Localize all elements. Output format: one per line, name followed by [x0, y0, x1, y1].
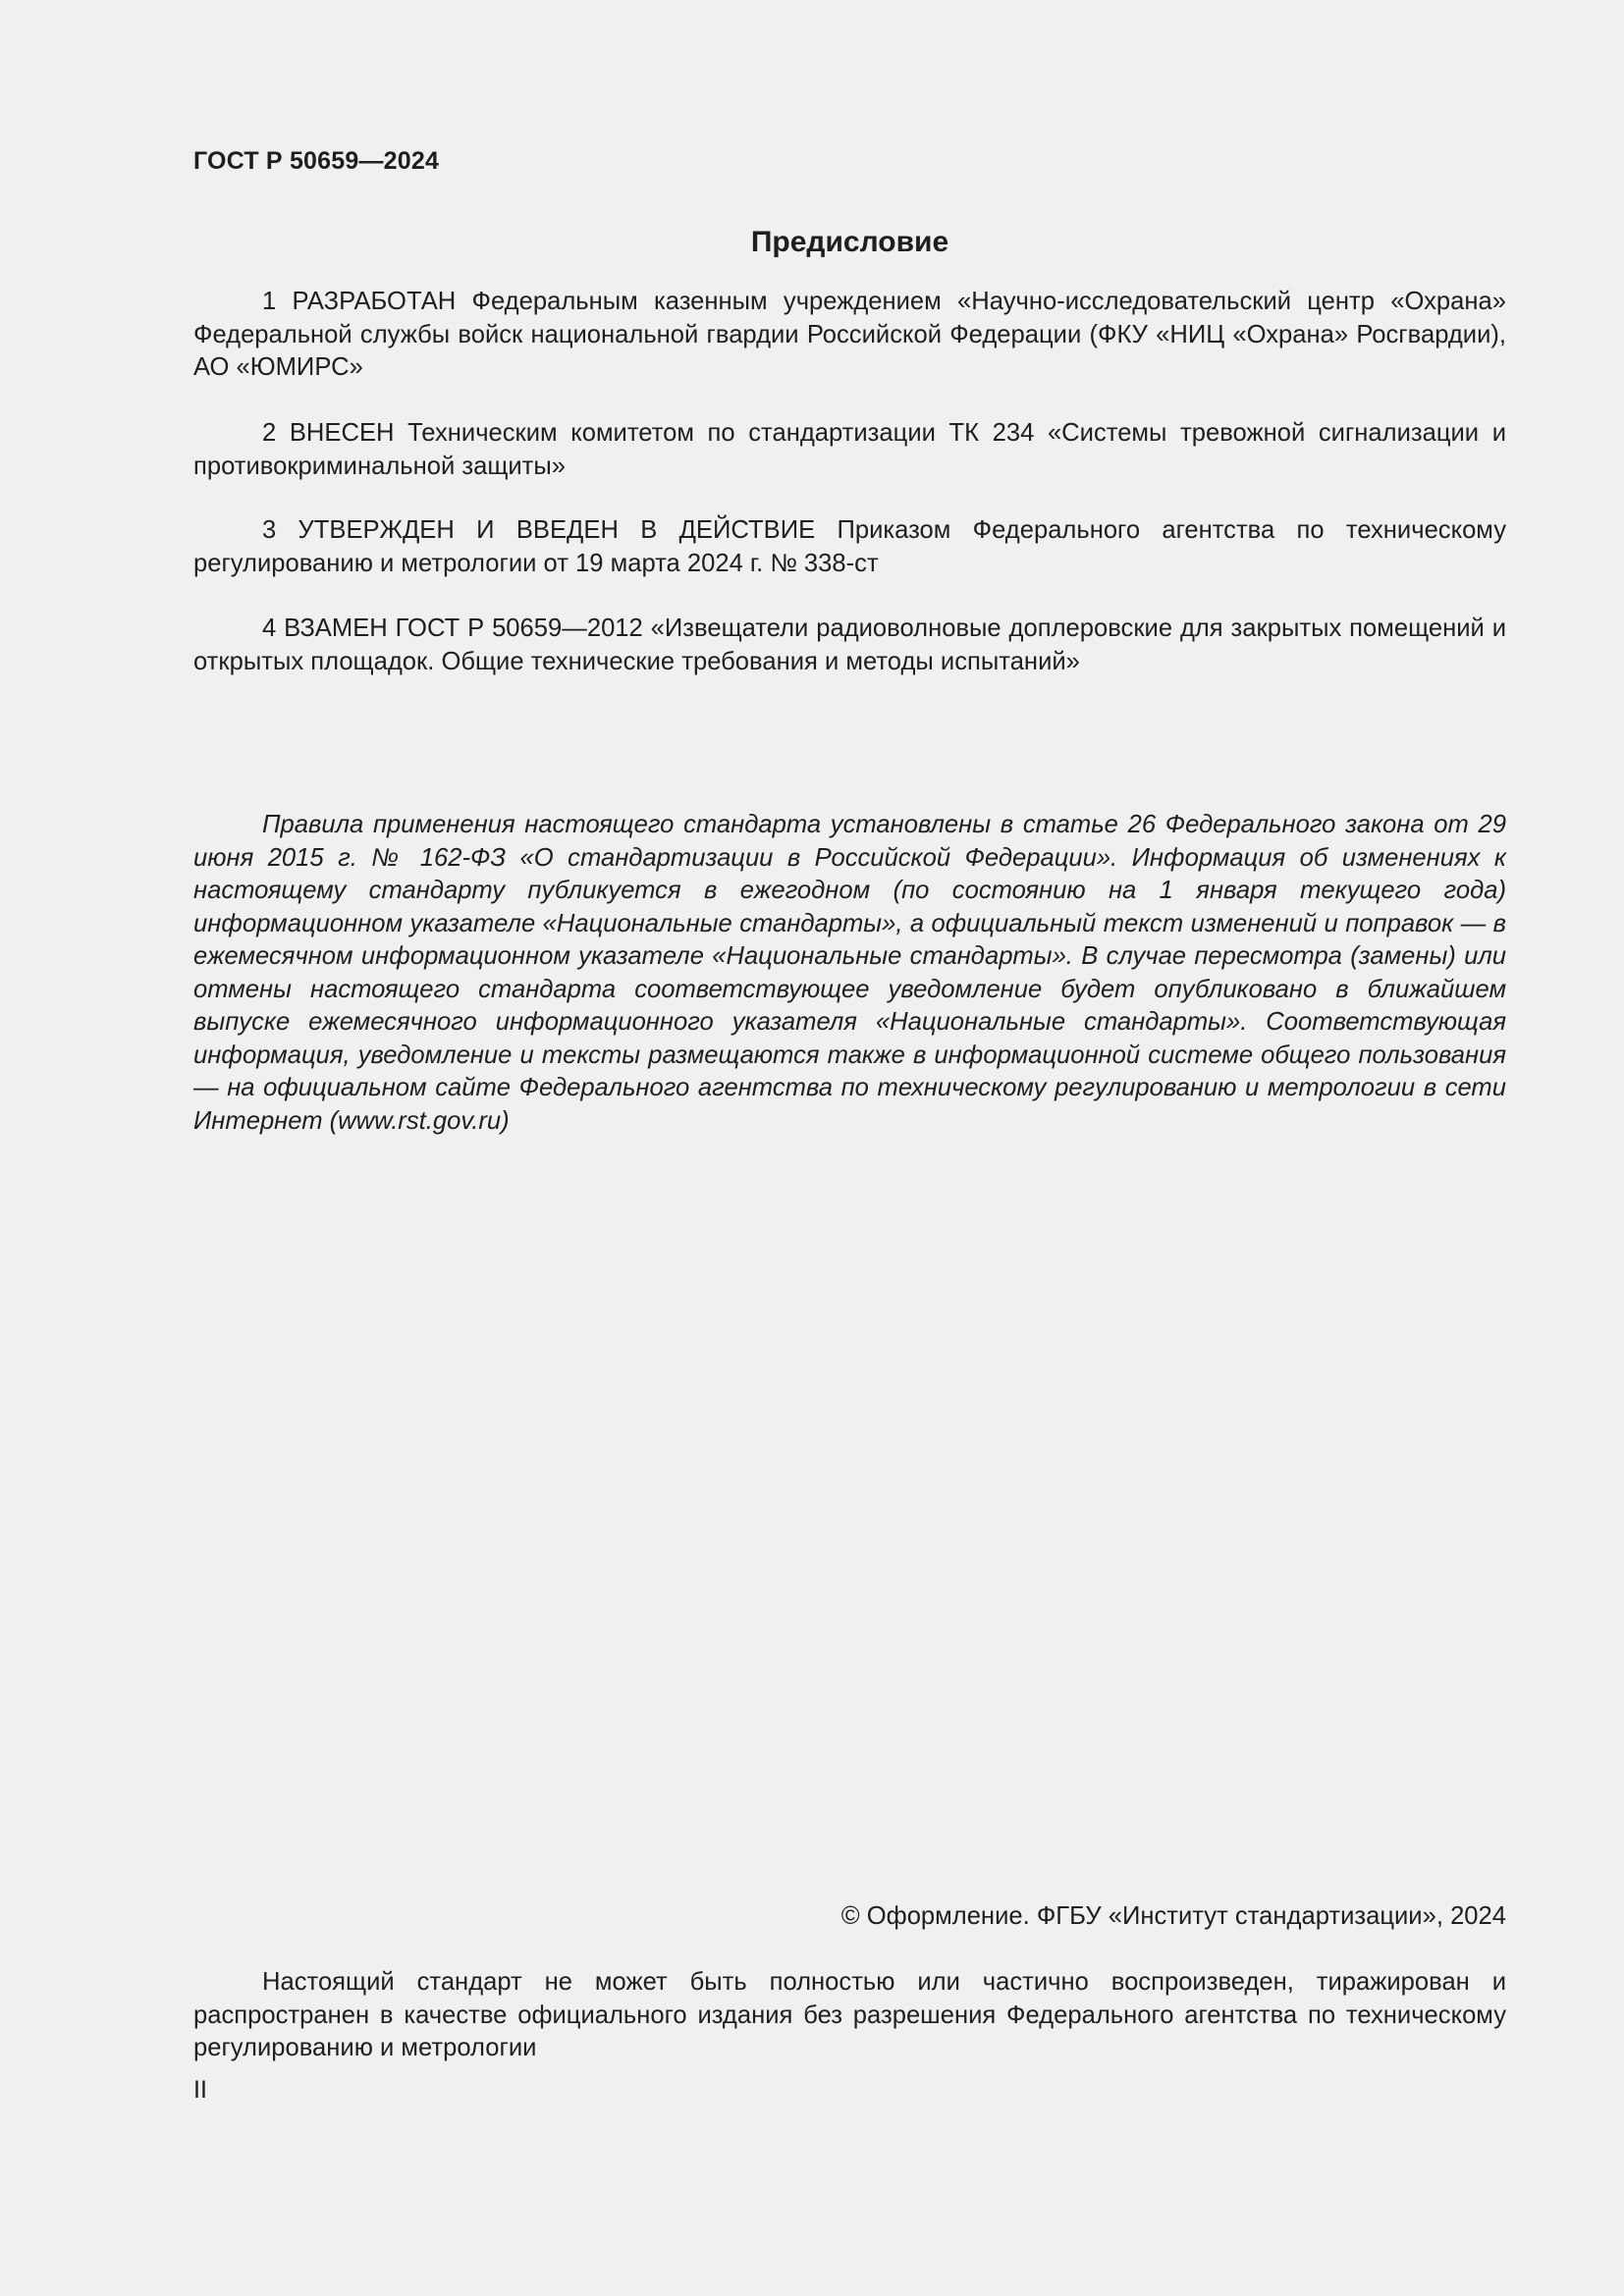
rules-of-application-note: Правила применения настоящего стандарта установлены в статье 26 Федерального закона от 29 июня 2015 г. № 162-ФЗ «О стандартизации в Российской Федерации». Информация об изменениях к настоящему стандарту публикуется в ежегодном (по состоянию на 1 января текущего года) информационном указателе «Национальные стандарты», а официальный текст изменений и поправок — в ежемесячном информационном указателе «Национальные стандарты». В случае пересмотра (замены) или отмены настоящего стандарта соответствующее уведомление будет опубликовано в ближайшем выпуске ежемесячного информационного указателя «Национальные стандарты». Соответствующая информация, уведомление и тексты размещаются также в информационной системе общего пользования — на официальном сайте Федерального агентства по техническому регулированию и метрологии в сети Интернет (www.rst.gov.ru) [193, 811, 1506, 1135]
foreword-item-submitted: 2 ВНЕСЕН Техническим комитетом по стандартизации ТК 234 «Системы тревожной сигнализации и противокриминальной защиты» [193, 419, 1506, 480]
document-code: ГОСТ Р 50659—2024 [193, 147, 440, 175]
reproduction-notice: Настоящий стандарт не может быть полностью или частично воспроизведен, тиражирован и распространен в качестве официального издания без разрешения Федерального агентства по техническому регулированию и метрологии [193, 1968, 1506, 2061]
page-number: II [193, 2076, 207, 2104]
foreword-item-developed: 1 РАЗРАБОТАН Федеральным казенным учреждением «Научно-исследовательский центр «Охрана» Федеральной службы войск национальной гвардии Российской Федерации (ФКУ «НИЦ «Охрана» Росгвардии), АО «ЮМИРС» [193, 288, 1506, 381]
page-title: Предисловие [750, 226, 949, 258]
foreword-item-approved: 3 УТВЕРЖДЕН И ВВЕДЕН В ДЕЙСТВИЕ Приказом Федерального агентства по техническому регулированию и метрологии от 19 марта 2024 г. № 338-ст [193, 516, 1506, 577]
document-page [193, 0, 1506, 2296]
copyright-line: © Оформление. ФГБУ «Институт стандартизации», 2024 [840, 1902, 1506, 1930]
foreword-item-replaces: 4 ВЗАМЕН ГОСТ Р 50659—2012 «Извещатели радиоволновые доплеровские для закрытых помещений и открытых площадок. Общие технические требования и методы испытаний» [193, 614, 1506, 675]
